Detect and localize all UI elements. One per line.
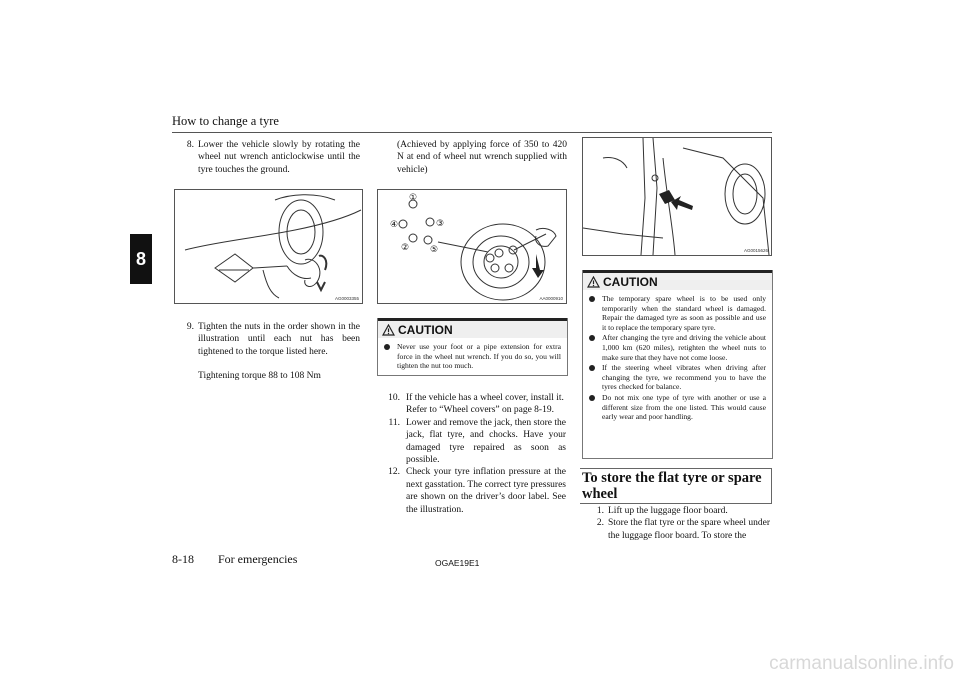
figure-code: AA0000910 bbox=[539, 296, 563, 301]
step-number: 10. bbox=[388, 393, 400, 403]
caution-item: If the steering wheel vibrates when driving after changing the tyre, we recommend you to have the tyres checked for balance. bbox=[589, 363, 766, 392]
page-reference: Refer to “Wheel covers” on page 8-19. bbox=[406, 405, 554, 416]
torque-note: (Achieved by applying force of 350 to 420 N at end of wheel nut wrench supplied with vehicle) bbox=[397, 140, 567, 175]
section-heading: To store the flat tyre or spare wheel bbox=[582, 470, 762, 502]
warning-triangle-icon bbox=[382, 324, 395, 336]
step-text: Tighten the nuts in the order shown in the illustration until each nut has been tightened to the torque listed here. bbox=[198, 322, 360, 357]
nut-label-3: ③ bbox=[436, 219, 445, 229]
caution-item: Do not mix one type of tyre with another or use a different size from the one listed. This would cause early wear and poor handling. bbox=[589, 393, 766, 422]
document-code: OGAE19E1 bbox=[435, 558, 480, 568]
step-text: Lift up the luggage floor board. bbox=[608, 506, 728, 516]
step-number: 1. bbox=[596, 506, 604, 516]
nut-label-2: ② bbox=[401, 243, 410, 253]
bullet-icon bbox=[589, 395, 595, 401]
step-text: If the vehicle has a wheel cover, install it. bbox=[406, 393, 564, 403]
step-number: 9. bbox=[186, 322, 194, 332]
step-number: 2. bbox=[596, 518, 604, 529]
caution-header bbox=[583, 270, 772, 290]
caution-header bbox=[378, 318, 567, 338]
steps-10-12 bbox=[378, 392, 566, 516]
watermark: carmanualsonline.info bbox=[769, 653, 954, 674]
nut-label-1: ① bbox=[409, 193, 418, 203]
lower-vehicle-illustration bbox=[175, 190, 362, 303]
step-text: Store the flat tyre or the spare wheel under the luggage floor board. To store the bbox=[608, 518, 770, 541]
step-number: 12. bbox=[388, 467, 400, 478]
store-steps bbox=[586, 505, 770, 542]
caution-item: After changing the tyre and driving the vehicle about 1,000 km (620 miles), retighten the wheel nuts to make sure that they have not come loose. bbox=[589, 333, 766, 362]
nut-label-5: ⑤ bbox=[430, 245, 439, 255]
torque-spec: Tightening torque 88 to 108 Nm bbox=[198, 371, 321, 382]
figure-code: AG0003355 bbox=[334, 296, 359, 301]
warning-triangle-icon bbox=[587, 276, 600, 288]
caution-item: The temporary spare wheel is to be used only temporarily when the standard wheel is damaged. Repair the damaged tyre as soon as possible and use it to replace the temporary spare tyre. bbox=[589, 294, 766, 332]
step-text: Lower the vehicle slowly by rotating the wheel nut wrench anticlockwise until the tyre touches the ground. bbox=[198, 140, 360, 175]
nut-label-4: ④ bbox=[390, 220, 399, 230]
bullet-icon bbox=[384, 344, 390, 350]
caution-box-spare-tyre bbox=[582, 270, 773, 459]
figure-door-label bbox=[582, 137, 772, 256]
step-9 bbox=[176, 321, 360, 383]
page-header-title: How to change a tyre bbox=[172, 114, 279, 128]
figure-lower-vehicle bbox=[174, 189, 363, 304]
step-8 bbox=[176, 139, 360, 176]
step-number: 11. bbox=[388, 417, 400, 428]
figure-nut-order bbox=[377, 189, 567, 304]
section-name: For emergencies bbox=[218, 552, 298, 566]
caution-box-foot bbox=[377, 318, 568, 376]
step-text: Lower and remove the jack, then store the jack, flat tyre, and chocks. Have your damaged tyre repaired as soon as possible. bbox=[406, 417, 566, 466]
caution-item: Never use your foot or a pipe extension for extra force in the wheel nut wrench. If you do so, you will tighten the nut too much. bbox=[384, 342, 561, 371]
caution-title: CAUTION bbox=[603, 274, 658, 289]
door-label-illustration bbox=[583, 138, 771, 255]
caution-title: CAUTION bbox=[398, 322, 453, 337]
figure-code: AG0015626 bbox=[743, 248, 768, 253]
bullet-icon bbox=[589, 296, 595, 302]
step-number: 8. bbox=[186, 140, 194, 150]
chapter-tab: 8 bbox=[130, 234, 152, 284]
nut-tightening-order-illustration bbox=[378, 190, 566, 303]
bullet-icon bbox=[589, 365, 595, 371]
header-rule bbox=[172, 132, 772, 133]
bullet-icon bbox=[589, 335, 595, 341]
step-text: Check your tyre inflation pressure at the next gasstation. The correct tyre pressures are shown on the driver’s door label. See the illustration. bbox=[406, 467, 566, 515]
page-number: 8-18 bbox=[172, 552, 194, 566]
